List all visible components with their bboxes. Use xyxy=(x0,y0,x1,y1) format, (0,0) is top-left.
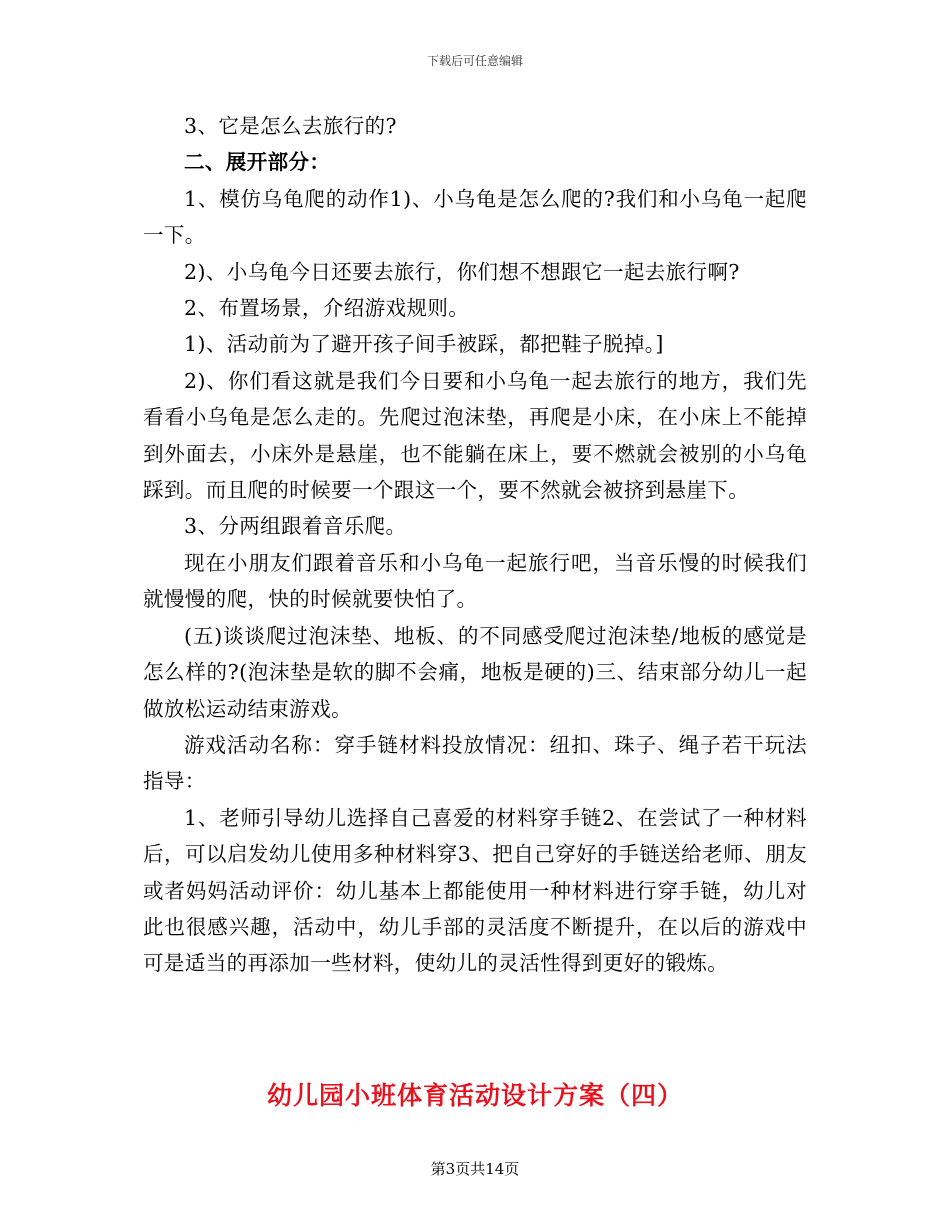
paragraph-route-description: 2)、你们看这就是我们今日要和小乌龟一起去旅行的地方，我们先看看小乌龟是怎么走的。先爬过泡沫垫，再爬是小床，在小床上不能掉到外面去，小床外是悬崖，也不能躺在床上，要不燃就会被别的小乌龟踩到。而且爬的时候要一个跟这一个，要不然就会被挤到悬崖下。 xyxy=(143,368,807,503)
paragraph-travel-invite: 2)、小乌龟今日还要去旅行，你们想不想跟它一起去旅行啊? xyxy=(184,259,740,284)
paragraph-imitate-turtle: 1、模仿乌龟爬的动作1)、小乌龟是怎么爬的?我们和小乌龟一起爬一下。 xyxy=(143,186,807,248)
paragraph-discussion: (五)谈谈爬过泡沫垫、地板、的不同感受爬过泡沫垫/地板的感觉是怎么样的?(泡沫垫是软的脚不会痛，地板是硬的)三、结束部分幼儿一起做放松运动结束游戏。 xyxy=(143,623,807,721)
paragraph-scene-rules: 2、布置场景，介绍游戏规则。 xyxy=(184,296,470,321)
section-title: 幼儿园小班体育活动设计方案（四） xyxy=(266,1081,683,1110)
document-body xyxy=(143,108,807,982)
paragraph-group-music: 3、分两组跟着音乐爬。 xyxy=(184,514,407,539)
paragraph-question-3: 3、它是怎么去旅行的? xyxy=(184,114,397,138)
paragraph-music-speed: 现在小朋友们跟着音乐和小乌龟一起旅行吧，当音乐慢的时候我们就慢慢的爬，快的时候就要快怕了。 xyxy=(143,550,807,612)
paragraph-bracelet-game: 游戏活动名称：穿手链材料投放情况：纽扣、珠子、绳子若干玩法指导： xyxy=(143,732,807,794)
page-number: 第3页共14页 xyxy=(430,1160,520,1178)
page-header: 下载后可任意编辑 xyxy=(426,54,523,68)
paragraph-teacher-guide: 1、老师引导幼儿选择自己喜爱的材料穿手链2、在尝试了一种材料后，可以启发幼儿使用多种材料穿3、把自己穿好的手链送给老师、朋友或者妈妈活动评价：幼儿基本上都能使用一种材料进行穿手链，幼儿对此也很感兴趣，活动中，幼儿手部的灵活度不断提升，在以后的游戏中可是适当的再添加一些材料，使幼儿的灵活性得到更好的锻炼。 xyxy=(143,805,807,976)
section-heading-expansion: 二、展开部分： xyxy=(184,150,331,175)
paragraph-remove-shoes: 1)、活动前为了避开孩子间手被踩，都把鞋子脱掉。] xyxy=(184,332,664,357)
